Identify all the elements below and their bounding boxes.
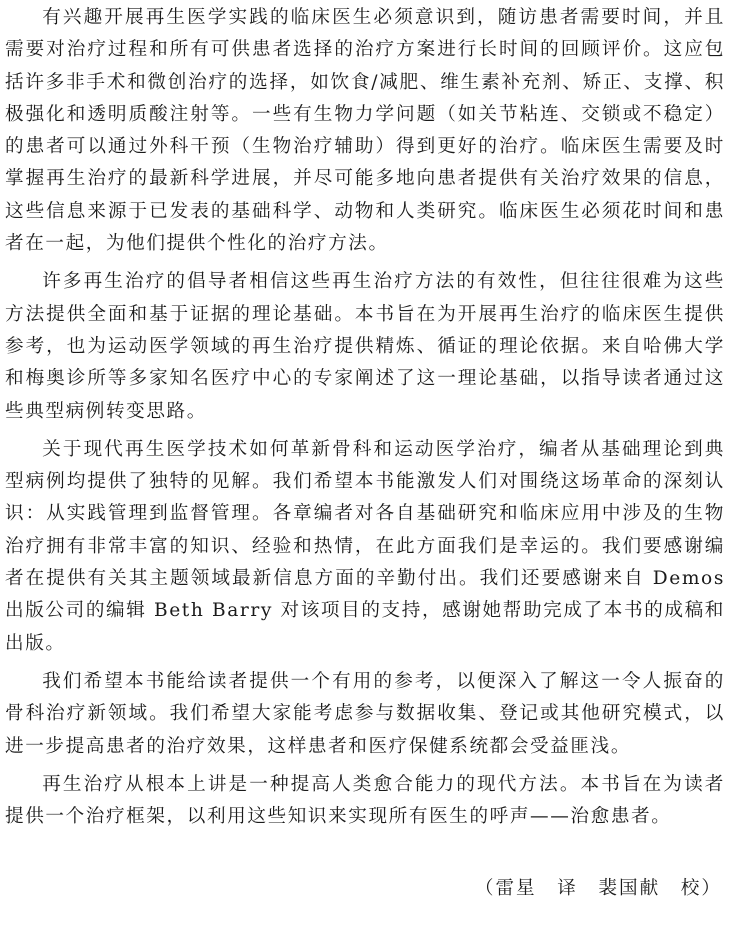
translator-credit: （雷星 译 裴国献 校） bbox=[474, 878, 722, 899]
paragraph-3: 关于现代再生医学技术如何革新骨科和运动医学治疗，编者从基础理论到典型病例均提供了独特的见解。我们希望本书能激发人们对围绕这场革命的深刻认识：从实践管理到监督管理。各章编者对各自基础研究和临床应用中涉及的生物治疗拥有非常丰富的知识、经验和热情，在此方面我们是幸运的。我们要感谢编者在提供有关其主题领域最新信息方面的辛勤付出。我们还要感谢来自 Demos 出版公司的编辑 Beth Barry 对该项目的支持，感谢她帮助完成了本书的成稿和出版。 bbox=[5, 438, 725, 654]
paragraph-1: 有兴趣开展再生医学实践的临床医生必须意识到，随访患者需要时间，并且需要对治疗过程和所有可供患者选择的治疗方案进行长时间的回顾评价。这应包括许多非手术和微创治疗的选择，如饮食/减肥、维生素补充剂、矫正、支撑、积极强化和透明质酸注射等。一些有生物力学问题（如关节粘连、交锁或不稳定）的患者可以通过外科干预（生物治疗辅助）得到更好的治疗。临床医生需要及时掌握再生治疗的最新科学进展，并尽可能多地向患者提供有关治疗效果的信息，这些信息来源于已发表的基础科学、动物和人类研究。临床医生必须花时间和患者在一起，为他们提供个性化的治疗方法。 bbox=[5, 7, 725, 255]
paragraph-2: 许多再生治疗的倡导者相信这些再生治疗方法的有效性，但往往很难为这些方法提供全面和基于证据的理论基础。本书旨在为开展再生治疗的临床医生提供参考，也为运动医学领域的再生治疗提供精炼、循证的理论依据。来自哈佛大学和梅奥诊所等多家知名医疗中心的专家阐述了这一理论基础，以指导读者通过这些典型病例转变思路。 bbox=[5, 271, 725, 422]
paragraph-4: 我们希望本书能给读者提供一个有用的参考，以便深入了解这一令人振奋的骨科治疗新领域。我们希望大家能考虑参与数据收集、登记或其他研究模式，以进一步提高患者的治疗效果，这样患者和医疗保健系统都会受益匪浅。 bbox=[5, 670, 725, 757]
paragraph-5: 再生治疗从根本上讲是一种提高人类愈合能力的现代方法。本书旨在为读者提供一个治疗框架，以利用这些知识来实现所有医生的呼声——治愈患者。 bbox=[5, 773, 725, 828]
document-page bbox=[5, 0, 725, 833]
